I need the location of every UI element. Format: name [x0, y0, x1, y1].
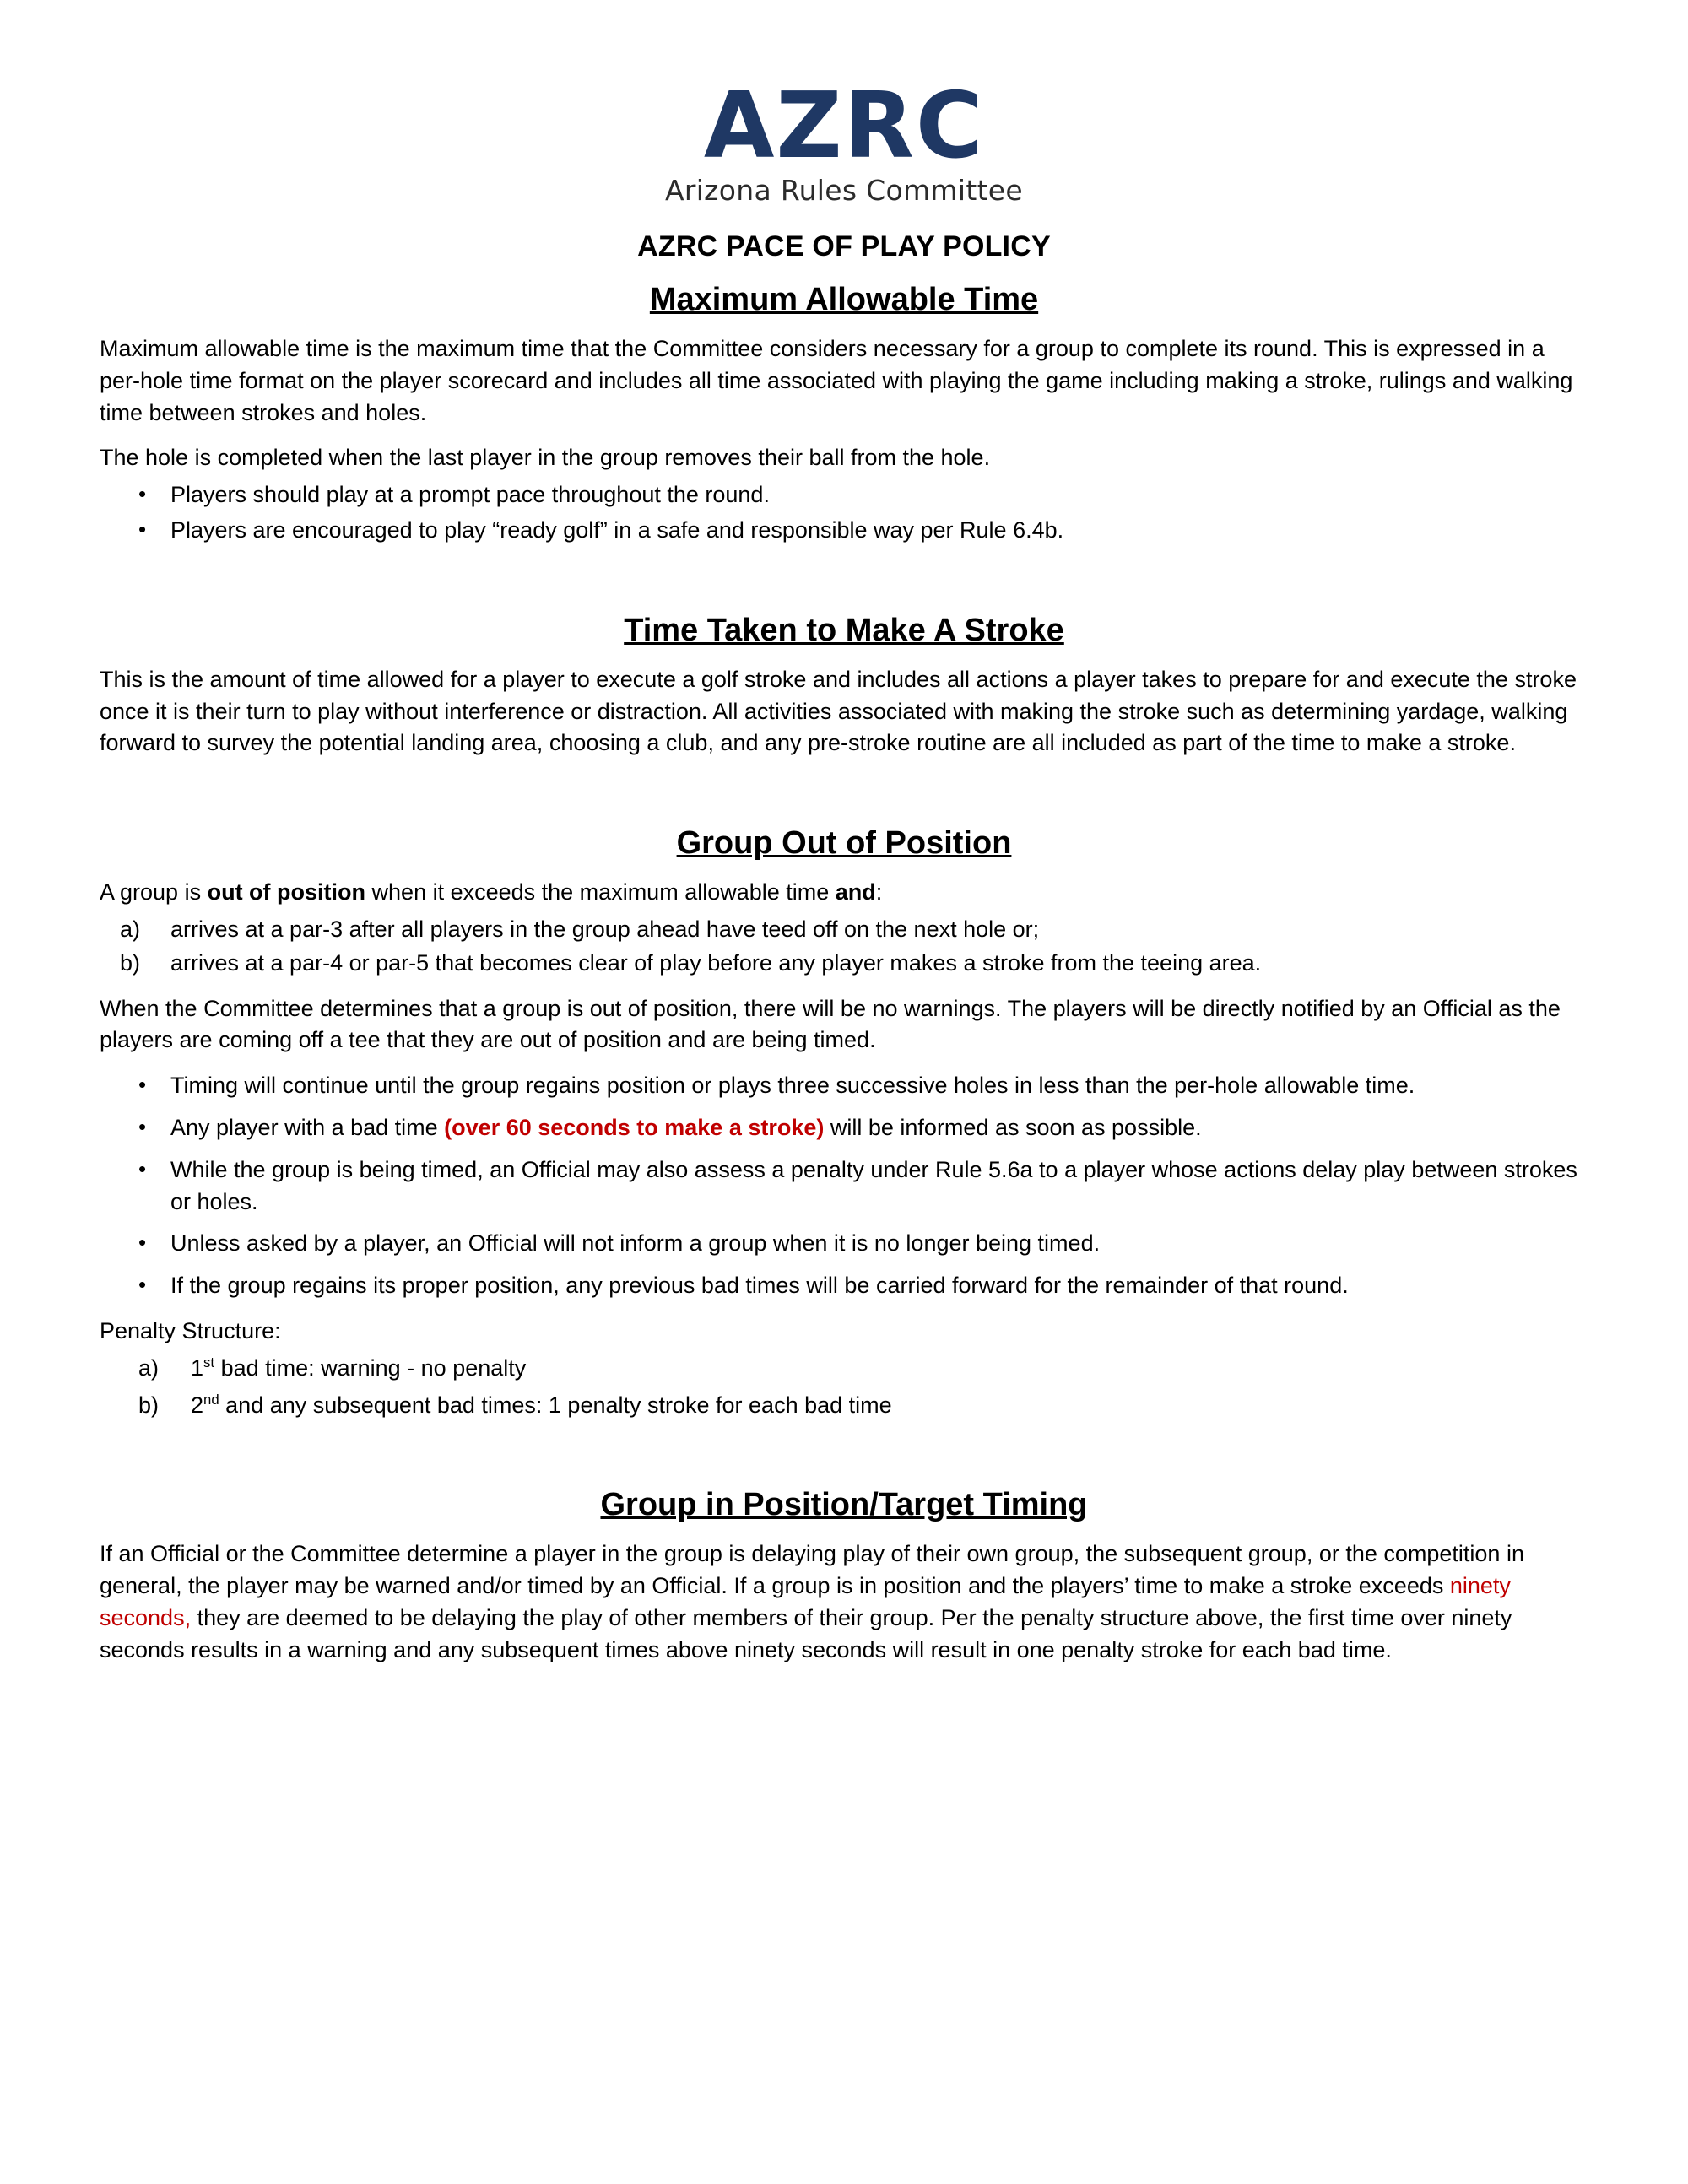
max-time-paragraph-2: The hole is completed when the last player in the group removes their ball from the hole.	[100, 445, 991, 471]
list-marker: a)	[120, 916, 141, 942]
list-item	[100, 1270, 1588, 1302]
penalty-number: 1	[191, 1354, 204, 1381]
page-title: AZRC PACE OF PLAY POLICY	[637, 230, 1051, 262]
penalty-number: 2	[191, 1392, 204, 1418]
out-of-position-lead	[100, 877, 1588, 909]
spacer	[100, 560, 1588, 594]
list-item	[100, 515, 1588, 547]
in-position-emphasis: ninety seconds,	[100, 1573, 1511, 1630]
lead-emphasis: out of position	[207, 879, 366, 905]
max-time-paragraph-1: Maximum allowable time is the maximum time that the Committee considers necessary for a group to complete its round. This is expressed in a per-hole time format on the player scorecard and includes all time associated with playing the game including making a stroke, rulings and walking time between strokes and holes.	[100, 336, 1573, 425]
section-heading-group-in-position-target-timing	[100, 1487, 1588, 1523]
list-item-text: arrives at a par-4 or par-5 that becomes clear of play before any player makes a stroke from the teeing area.	[170, 949, 1262, 976]
out-of-position-notification-paragraph: When the Committee determines that a group is out of position, there will be no warnings. The players will be directly notified by an Official as the players are coming off a tee that they are out of position and are being timed.	[100, 995, 1561, 1053]
out-of-position-bullet-list	[100, 1070, 1588, 1302]
bullet-text-pre: Any player with a bad time	[170, 1114, 445, 1140]
lead-colon: :	[875, 879, 883, 905]
bullet-text: Unless asked by a player, an Official will not inform a group when it is no longer being timed.	[170, 1230, 1101, 1257]
list-marker: a)	[138, 1354, 160, 1381]
section-heading-text: Group Out of Position	[676, 825, 1012, 862]
list-item-text: arrives at a par-3 after all players in the group ahead have teed off on the next hole or;	[170, 916, 1040, 942]
logo-wordmark: AZRC	[703, 73, 985, 179]
in-position-paragraph	[100, 1538, 1588, 1666]
section-heading-text: Group in Position/Target Timing	[600, 1487, 1088, 1523]
penalty-structure-list	[100, 1353, 1588, 1422]
section-heading-text: Time Taken to Make A Stroke	[624, 612, 1064, 648]
penalty-text: bad time: warning - no penalty	[214, 1354, 527, 1381]
max-time-bullet-list	[100, 479, 1588, 547]
penalty-text: and any subsequent bad times: 1 penalty stroke for each bad time	[219, 1392, 892, 1418]
list-item	[100, 1228, 1588, 1260]
out-of-position-conditions-list	[100, 914, 1588, 980]
penalty-structure-label: Penalty Structure:	[100, 1317, 281, 1343]
azrc-logo	[100, 73, 1588, 207]
section-heading-maximum-allowable-time	[100, 282, 1588, 318]
list-item	[100, 1112, 1588, 1144]
bullet-text: If the group regains its proper position, any previous bad times will be carried forward for the remainder of that round.	[170, 1273, 1349, 1299]
lead-and: and	[835, 879, 876, 905]
penalty-ordinal-suffix: st	[203, 1354, 215, 1370]
list-item	[100, 948, 1588, 980]
list-item	[100, 479, 1588, 511]
in-position-text-pre: If an Official or the Committee determine a player in the group is delaying play of their own group, the subsequent group, or the competition in general, the player may be warned and/or timed by an Official. If a group is in position and the players’ time to make a stroke exceeds	[100, 1541, 1524, 1599]
section-heading-time-taken-to-make-a-stroke	[100, 613, 1588, 649]
bullet-text-post: will be informed as soon as possible.	[824, 1114, 1202, 1140]
list-item	[100, 1070, 1588, 1102]
lead-part-2: when it exceeds the maximum allowable time	[365, 879, 836, 905]
logo-subtitle: Arizona Rules Committee	[664, 174, 1024, 207]
bullet-text: While the group is being timed, an Official may also assess a penalty under Rule 5.6a to a player whose actions delay play between strokes or holes.	[170, 1156, 1577, 1214]
time-stroke-paragraph: This is the amount of time allowed for a player to execute a golf stroke and includes all actions a player takes to prepare for and execute the stroke once it is their turn to play without interference or distraction. All activities associated with making the stroke such as determining yardage, walking forward to survey the potential landing area, choosing a club, and any pre-stroke routine are all included as part of the time to make a stroke.	[100, 666, 1577, 756]
list-marker: b)	[120, 949, 141, 976]
bullet-text: Timing will continue until the group regains position or plays three successive holes in less than the per-hole allowable time.	[170, 1073, 1415, 1099]
lead-part-1: A group is	[100, 879, 208, 905]
list-item	[100, 1353, 1588, 1385]
penalty-ordinal-suffix: nd	[203, 1391, 219, 1408]
spacer	[100, 1435, 1588, 1468]
list-item	[100, 1154, 1588, 1219]
section-heading-text: Maximum Allowable Time	[649, 282, 1039, 317]
spacer	[100, 773, 1588, 807]
list-item	[100, 914, 1588, 946]
bullet-text: Players are encouraged to play “ready golf” in a safe and responsible way per Rule 6.4b.	[170, 516, 1064, 543]
bullet-text: Players should play at a prompt pace throughout the round.	[170, 482, 770, 508]
section-heading-group-out-of-position	[100, 825, 1588, 862]
in-position-text-post: they are deemed to be delaying the play of other members of their group. Per the penalty structure above, the first time over ninety seconds results in a warning and any subsequent times above ninety seconds will result in one penalty stroke for each bad time.	[100, 1604, 1512, 1662]
list-marker: b)	[138, 1392, 160, 1418]
bullet-text-emphasis: (over 60 seconds to make a stroke)	[444, 1114, 825, 1140]
list-item	[100, 1390, 1588, 1422]
